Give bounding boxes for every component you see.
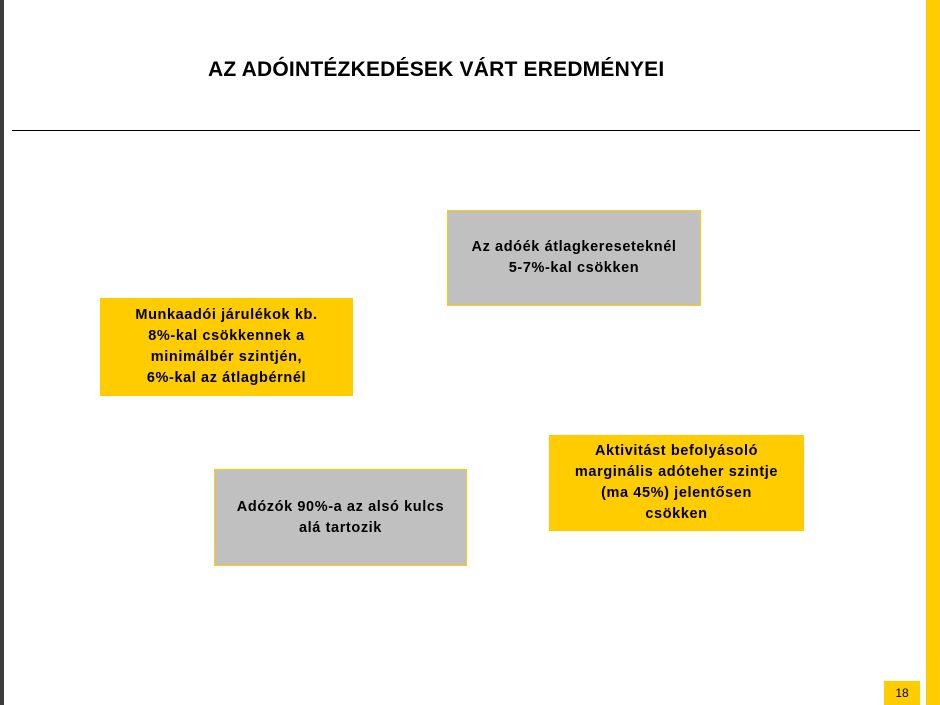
slide-title: AZ ADÓINTÉZKEDÉSEK VÁRT EREDMÉNYEI (208, 58, 665, 81)
box-text-line: minimálbér szintjén, (150, 349, 303, 365)
box-text-line: Az adóék átlagkereseteknél (471, 239, 677, 255)
left-edge-bar (0, 0, 4, 705)
box-tax-wedge-average (447, 210, 701, 306)
box-employer-contributions (100, 298, 353, 396)
box-text-line: Munkaadói járulékok kb. (135, 307, 318, 323)
box-text-line: Adózók 90%-a az alsó kulcs (236, 498, 445, 515)
title-divider (12, 130, 920, 131)
page-number: 18 (884, 681, 920, 705)
box-lower-bracket (214, 469, 467, 566)
box-text-line: (ma 45%) jelentősen (601, 485, 752, 501)
box-marginal-tax-burden (549, 435, 804, 531)
box-text-line: 6%-kal az átlagbérnél (146, 370, 307, 386)
box-text-line: 8%-kal csökkennek a (148, 328, 305, 344)
box-text-line: Aktivitást befolyásoló (594, 443, 759, 459)
box-text-line: 5-7%-kal csökken (508, 260, 640, 276)
box-text-line: marginális adóteher szintje (574, 464, 779, 480)
right-accent-bar (926, 0, 940, 705)
box-text-line: csökken (645, 506, 708, 522)
box-text-line: alá tartozik (299, 519, 382, 536)
